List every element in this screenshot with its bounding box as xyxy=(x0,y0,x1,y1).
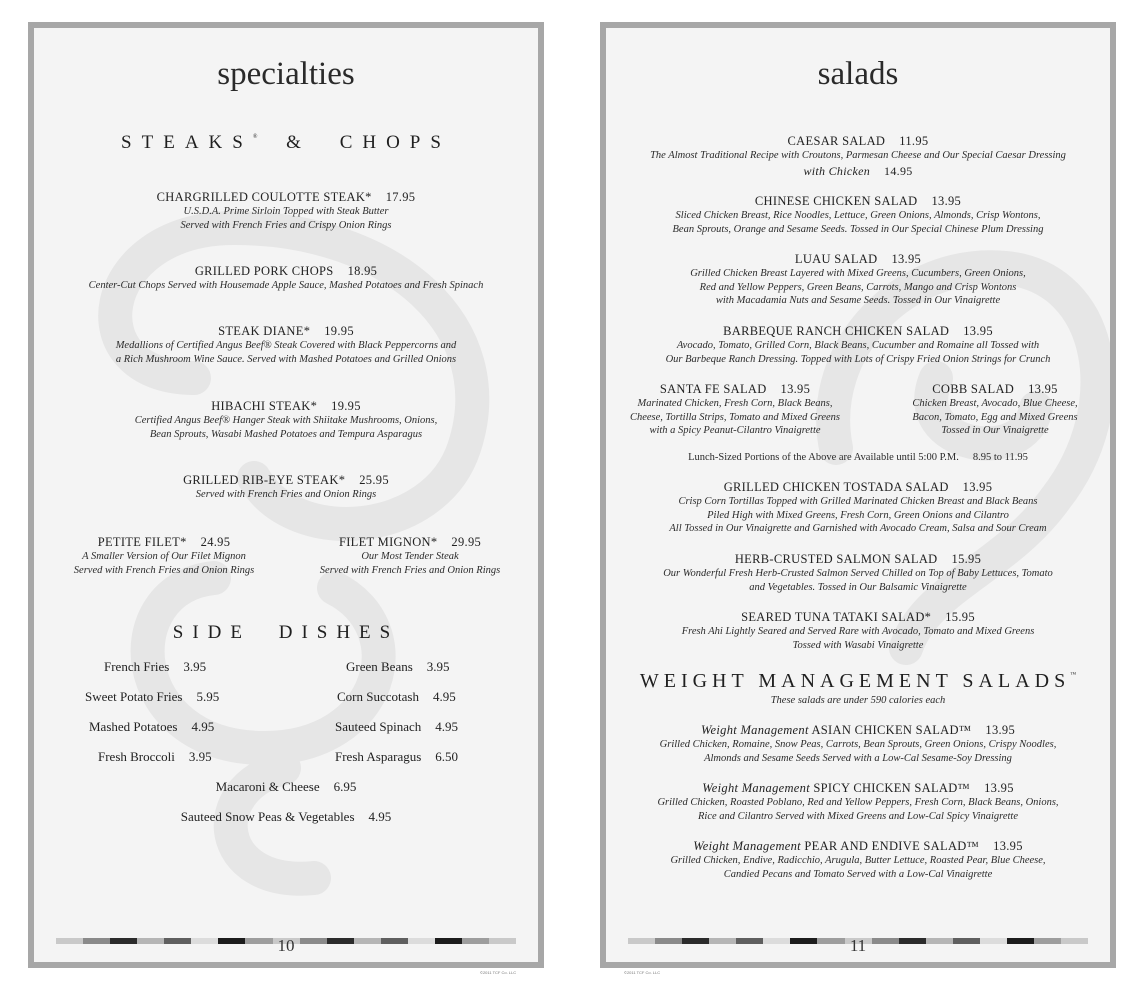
item-name: CHARGRILLED COULOTTE STEAK* xyxy=(156,190,372,204)
menu-item xyxy=(606,480,1110,536)
ampersand: & xyxy=(286,132,311,153)
item-description: Candied Pecans and Tomato Served with a Low-Cal Vinaigrette xyxy=(723,868,993,880)
item-description: Fresh Ahi Lightly Seared and Served Rare with Avocado, Tomato and Mixed Greens xyxy=(681,626,1035,637)
item-description: Bean Sprouts, Orange and Sesame Seeds. Tossed in Our Special Chinese Plum Dressing xyxy=(672,223,1044,235)
menu-item xyxy=(606,252,1110,308)
item-description: Grilled Chicken, Romaine, Snow Peas, Carrots, Bean Sprouts, Green Onions, Crispy Noodles, xyxy=(659,739,1057,750)
caesar-chicken-option: with Chicken xyxy=(803,163,871,178)
item-price: 13.95 xyxy=(963,324,993,338)
side-dish xyxy=(89,719,214,735)
item-price: 19.95 xyxy=(331,399,361,413)
side-name: Mashed Potatoes xyxy=(89,719,178,734)
side-name: Sweet Potato Fries xyxy=(85,689,183,704)
item-description: Rice and Cilantro Served with Mixed Greens and Low-Cal Spicy Vinaigrette xyxy=(698,810,1018,822)
side-dish xyxy=(337,689,456,705)
item-price: 25.95 xyxy=(359,473,389,487)
menu-item xyxy=(882,382,1108,438)
menu-item xyxy=(606,839,1110,881)
menu-item xyxy=(606,134,1110,179)
side-price: 3.95 xyxy=(426,659,450,674)
side-name: French Fries xyxy=(104,659,170,674)
page-number: 10 xyxy=(277,936,295,955)
menu-page-salads xyxy=(600,22,1116,968)
item-description: U.S.D.A. Prime Sirloin Topped with Steak Butter xyxy=(183,206,389,217)
side-dish xyxy=(34,809,538,825)
menu-item xyxy=(296,535,524,577)
menu-page-specialties xyxy=(28,22,544,968)
side-name: Corn Succotash xyxy=(337,689,419,704)
side-dish xyxy=(34,779,538,795)
side-price: 5.95 xyxy=(196,689,220,704)
item-name: SPICY CHICKEN SALAD™ xyxy=(813,781,971,795)
item-price: 13.95 xyxy=(891,252,922,266)
item-name: COBB SALAD xyxy=(932,382,1015,396)
section-heading-steaks-chops xyxy=(34,132,538,154)
item-description: Bean Sprouts, Wasabi Mashed Potatoes and Tempura Asparagus xyxy=(149,428,423,440)
page-title: salads xyxy=(817,56,899,92)
registered-mark: ® xyxy=(252,134,258,140)
side-price: 4.95 xyxy=(435,719,459,734)
item-description: Crisp Corn Tortillas Topped with Grilled Marinated Chicken Breast and Black Beans xyxy=(678,496,1038,507)
menu-item xyxy=(606,194,1110,236)
section-heading-weight-management xyxy=(606,670,1110,693)
side-name: Sauteed Spinach xyxy=(335,719,422,734)
menu-item xyxy=(34,324,538,366)
item-name: SANTA FE SALAD xyxy=(659,382,767,396)
item-name: HERB-CRUSTED SALMON SALAD xyxy=(734,552,938,566)
item-description: Served with French Fries and Onion Rings xyxy=(195,489,377,500)
item-description: Marinated Chicken, Fresh Corn, Black Beans, xyxy=(637,398,833,409)
item-description: Center-Cut Chops Served with Housemade Apple Sauce, Mashed Potatoes and Fresh Spinach xyxy=(88,280,484,291)
menu-item xyxy=(34,399,538,441)
lunch-note-price: 8.95 to 11.95 xyxy=(972,452,1028,463)
item-description: with Macadamia Nuts and Sesame Seeds. Tossed in Our Vinaigrette xyxy=(715,295,1001,306)
side-dish xyxy=(346,659,450,675)
item-description: A Smaller Version of Our Filet Mignon xyxy=(82,551,246,562)
section-word-chops: CHOPS xyxy=(339,132,451,153)
item-name: ASIAN CHICKEN SALAD™ xyxy=(811,723,972,737)
item-price: 13.95 xyxy=(993,839,1023,853)
menu-item xyxy=(606,723,1110,765)
menu-item xyxy=(34,190,538,232)
item-name: GRILLED PORK CHOPS xyxy=(194,264,334,278)
menu-item xyxy=(608,382,862,438)
item-name: GRILLED CHICKEN TOSTADA SALAD xyxy=(723,480,949,494)
side-name: Macaroni & Cheese xyxy=(215,779,320,794)
page-title: specialties xyxy=(217,56,355,92)
item-prefix: Weight Management xyxy=(693,839,801,853)
item-description: Grilled Chicken, Endive, Radicchio, Arugula, Butter Lettuce, Roasted Pear, Blue Cheese, xyxy=(670,855,1046,866)
page-number: 11 xyxy=(849,936,867,955)
caesar-chicken-price: 14.95 xyxy=(884,163,913,178)
side-price: 4.95 xyxy=(368,809,392,824)
side-name: Fresh Broccoli xyxy=(98,749,175,764)
item-description: Chicken Breast, Avocado, Blue Cheese, xyxy=(912,398,1078,409)
item-description: Tossed in Our Vinaigrette xyxy=(941,425,1049,436)
item-description: Bacon, Tomato, Egg and Mixed Greens xyxy=(912,411,1078,423)
item-name: HIBACHI STEAK* xyxy=(211,399,318,413)
item-prefix: Weight Management xyxy=(700,723,809,737)
item-name: PETITE FILET* xyxy=(97,535,187,549)
item-price: 13.95 xyxy=(984,781,1014,795)
item-price: 13.95 xyxy=(962,480,993,494)
item-price: 29.95 xyxy=(451,535,482,549)
section-word-steaks: STEAKS xyxy=(121,132,253,153)
item-price: 11.95 xyxy=(899,134,929,148)
item-description: Served with French Fries and Onion Rings xyxy=(73,564,255,576)
item-description: Grilled Chicken, Roasted Poblano, Red and Yellow Peppers, Fresh Corn, Black Beans, Onions, xyxy=(657,797,1059,808)
menu-item xyxy=(34,473,538,502)
menu-item xyxy=(606,552,1110,594)
item-name: LUAU SALAD xyxy=(794,252,878,266)
item-price: 18.95 xyxy=(347,264,378,278)
item-price: 13.95 xyxy=(931,194,962,208)
side-name: Sauteed Snow Peas & Vegetables xyxy=(180,809,355,824)
item-name: STEAK DIANE* xyxy=(218,324,311,338)
item-name: CAESAR SALAD xyxy=(787,134,886,148)
item-description: Our Barbeque Ranch Dressing. Topped with Lots of Crispy Fried Onion Strings for Crunch xyxy=(665,353,1051,365)
side-dish xyxy=(335,719,458,735)
copyright: ©2011 TCF Co. LLC xyxy=(480,970,517,975)
menu-item xyxy=(606,610,1110,652)
side-price: 4.95 xyxy=(191,719,215,734)
side-price: 4.95 xyxy=(432,689,456,704)
page-inner xyxy=(606,28,1110,962)
item-price: 13.95 xyxy=(1028,382,1058,396)
menu-item xyxy=(50,535,278,577)
lunch-portions-note xyxy=(606,452,1110,463)
menu-item xyxy=(606,324,1110,366)
lunch-note-text: Lunch-Sized Portions of the Above are Available until 5:00 P.M. xyxy=(688,452,959,463)
side-price: 3.95 xyxy=(183,659,207,674)
item-description: Served with French Fries and Crispy Onion Rings xyxy=(180,219,392,231)
side-dish xyxy=(85,689,219,705)
item-description: and Vegetables. Tossed in Our Balsamic Vinaigrette xyxy=(749,581,967,593)
copyright: ©2011 TCF Co. LLC xyxy=(624,970,661,975)
item-description: Served with French Fries and Onion Rings xyxy=(319,564,501,576)
item-prefix: Weight Management xyxy=(702,781,810,795)
item-name: PEAR AND ENDIVE SALAD™ xyxy=(804,839,980,853)
side-dish xyxy=(104,659,206,675)
item-name: BARBEQUE RANCH CHICKEN SALAD xyxy=(723,324,950,338)
item-name: SEARED TUNA TATAKI SALAD* xyxy=(741,610,932,624)
item-description: Piled High with Mixed Greens, Fresh Corn, Green Onions and Cilantro xyxy=(707,509,1009,521)
side-dish xyxy=(98,749,212,765)
item-description: Cheese, Tortilla Strips, Tomato and Mixed Greens xyxy=(629,411,840,423)
item-price: 15.95 xyxy=(945,610,975,624)
page-inner xyxy=(34,28,538,962)
item-price: 13.95 xyxy=(780,382,811,396)
item-name: CHINESE CHICKEN SALAD xyxy=(754,194,918,208)
item-price: 24.95 xyxy=(200,535,231,549)
section-title: WEIGHT MANAGEMENT SALADS xyxy=(639,670,1071,692)
side-price: 6.95 xyxy=(333,779,357,794)
side-name: Fresh Asparagus xyxy=(335,749,422,764)
side-price: 3.95 xyxy=(188,749,212,764)
item-description: Sliced Chicken Breast, Rice Noodles, Lettuce, Green Onions, Almonds, Crisp Wontons, xyxy=(675,210,1041,221)
item-description: Red and Yellow Peppers, Green Beans, Carrots, Mango and Crisp Wontons xyxy=(699,281,1017,293)
item-description: Tossed with Wasabi Vinaigrette xyxy=(792,639,924,651)
item-price: 13.95 xyxy=(985,723,1016,737)
side-price: 6.50 xyxy=(435,749,459,764)
item-description: All Tossed in Our Vinaigrette and Garnished with Avocado Cream, Salsa and Sour Cream xyxy=(669,523,1047,534)
item-description: with a Spicy Peanut-Cilantro Vinaigrette xyxy=(649,425,821,436)
item-price: 15.95 xyxy=(951,552,982,566)
item-description: The Almost Traditional Recipe with Croutons, Parmesan Cheese and Our Special Caesar Dressing xyxy=(650,150,1066,161)
item-description: Medallions of Certified Angus Beef® Steak Covered with Black Peppercorns and xyxy=(115,340,457,351)
item-description: Avocado, Tomato, Grilled Corn, Black Beans, Cucumber and Romaine all Tossed with xyxy=(676,340,1040,351)
item-description: Our Most Tender Steak xyxy=(361,551,459,562)
item-description: Almonds and Sesame Seeds Served with a Low-Cal Sesame-Soy Dressing xyxy=(704,752,1012,764)
side-name: Green Beans xyxy=(346,659,413,674)
side-dish xyxy=(335,749,458,765)
item-price: 19.95 xyxy=(324,324,354,338)
item-description: Grilled Chicken Breast Layered with Mixed Greens, Cucumbers, Green Onions, xyxy=(690,268,1026,279)
section-heading-side-dishes: SIDE DISHES xyxy=(172,622,400,643)
item-description: Certified Angus Beef® Hanger Steak with Shiitake Mushrooms, Onions, xyxy=(134,415,438,426)
menu-item xyxy=(34,264,538,293)
item-price: 17.95 xyxy=(385,190,416,204)
section-subtitle: These salads are under 590 calories each xyxy=(770,695,946,706)
item-description: Our Wonderful Fresh Herb-Crusted Salmon Served Chilled on Top of Baby Lettuces, Tomato xyxy=(663,568,1053,579)
trademark-mark: ™ xyxy=(1070,672,1077,678)
menu-item xyxy=(606,781,1110,823)
item-description: a Rich Mushroom Wine Sauce. Served with Mashed Potatoes and Grilled Onions xyxy=(115,353,457,365)
item-name: GRILLED RIB-EYE STEAK* xyxy=(183,473,346,487)
item-name: FILET MIGNON* xyxy=(338,535,438,549)
